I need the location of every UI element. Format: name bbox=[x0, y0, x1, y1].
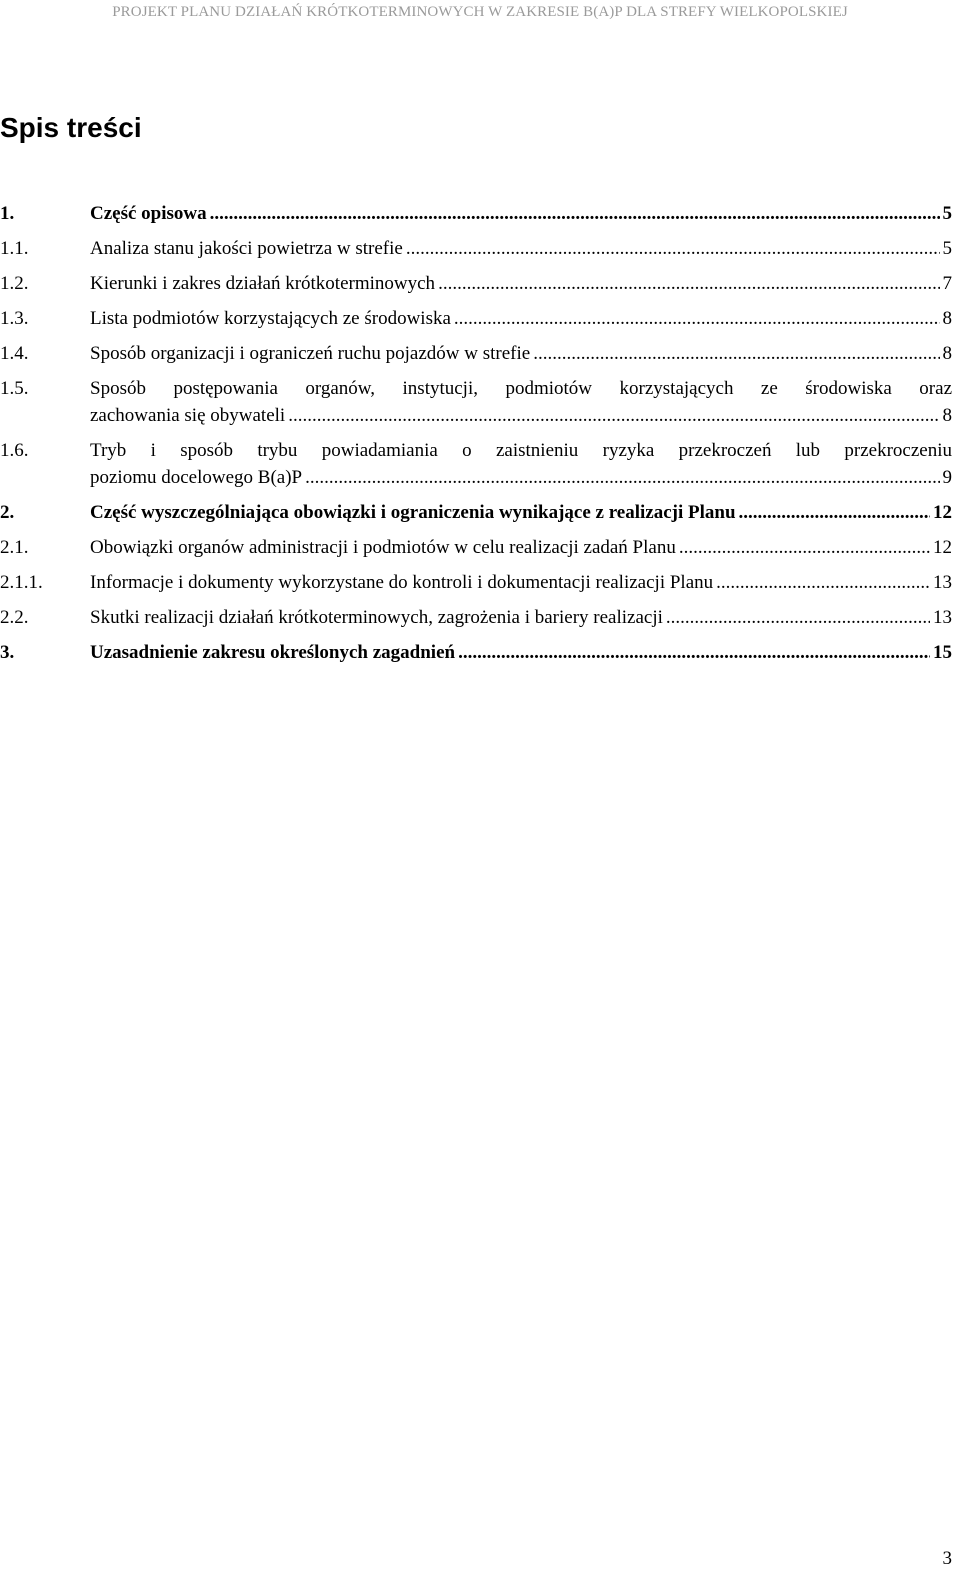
dot-leader bbox=[739, 499, 930, 526]
toc-entry-page: 12 bbox=[933, 537, 952, 558]
page-number: 3 bbox=[942, 1548, 952, 1569]
dot-leader bbox=[288, 402, 939, 429]
toc-entry-2-1[interactable] bbox=[0, 534, 952, 561]
toc-entry-page: 8 bbox=[942, 308, 952, 329]
toc-entry-1-5[interactable] bbox=[0, 375, 952, 429]
toc-entry-title: Kierunki i zakres działań krótkoterminowych bbox=[90, 273, 436, 294]
toc-entry-2-1-1[interactable] bbox=[0, 569, 952, 596]
toc-entry-title-line1: Sposób postępowania organów, instytucji, podmiotów korzystających ze środowiska oraz bbox=[90, 378, 952, 399]
toc-entry-page: 8 bbox=[942, 343, 952, 364]
toc-entry-title-line1: Tryb i sposób trybu powiadamiania o zaistnieniu ryzyka przekroczeń lub przekroczeniu bbox=[90, 440, 952, 461]
dot-leader bbox=[458, 639, 930, 666]
dot-leader bbox=[305, 464, 939, 491]
toc-entry-title: Obowiązki organów administracji i podmiotów w celu realizacji zadań Planu bbox=[90, 537, 676, 558]
toc-entry-page: 9 bbox=[942, 467, 952, 488]
toc-entry-number: 1.4. bbox=[0, 343, 29, 364]
toc-heading: Spis treści bbox=[0, 112, 142, 143]
toc-entry-number: 1.2. bbox=[0, 273, 29, 294]
toc-entry-number: 1. bbox=[0, 203, 15, 224]
table-of-contents bbox=[0, 200, 952, 674]
toc-entry-page: 8 bbox=[942, 405, 952, 426]
toc-entry-1-2[interactable] bbox=[0, 270, 952, 297]
toc-entry-page: 7 bbox=[942, 273, 952, 294]
dot-leader bbox=[679, 534, 930, 561]
toc-entry-1-4[interactable] bbox=[0, 340, 952, 367]
toc-entry-title: Uzasadnienie zakresu określonych zagadnień bbox=[90, 642, 456, 663]
toc-entry-page: 13 bbox=[933, 572, 952, 593]
toc-entry-number: 2.1. bbox=[0, 537, 29, 558]
dot-leader bbox=[454, 305, 940, 332]
toc-entry-1-3[interactable] bbox=[0, 305, 952, 332]
dot-leader bbox=[533, 340, 939, 367]
toc-entry-title: Informacje i dokumenty wykorzystane do kontroli i dokumentacji realizacji Planu bbox=[90, 572, 714, 593]
toc-entry-page: 12 bbox=[933, 502, 952, 523]
toc-entry-number: 1.6. bbox=[0, 440, 29, 461]
toc-entry-number: 3. bbox=[0, 642, 15, 663]
toc-entry-3[interactable] bbox=[0, 639, 952, 666]
dot-leader bbox=[666, 604, 930, 631]
toc-entry-1-6[interactable] bbox=[0, 437, 952, 491]
toc-entry-page: 15 bbox=[933, 642, 952, 663]
dot-leader bbox=[406, 235, 940, 262]
dot-leader bbox=[210, 200, 940, 227]
toc-entry-page: 13 bbox=[933, 607, 952, 628]
toc-entry-number: 1.3. bbox=[0, 308, 29, 329]
toc-entry-number: 1.1. bbox=[0, 238, 29, 259]
toc-entry-page: 5 bbox=[942, 238, 952, 259]
toc-entry-title: Lista podmiotów korzystających ze środowiska bbox=[90, 308, 451, 329]
toc-entry-number: 2.2. bbox=[0, 607, 29, 628]
toc-entry-title: Analiza stanu jakości powietrza w strefie bbox=[90, 238, 403, 259]
dot-leader bbox=[716, 569, 930, 596]
running-header: PROJEKT PLANU DZIAŁAŃ KRÓTKOTERMINOWYCH W ZAKRESIE B(A)P DLA STREFY WIELKOPOLSKIEJ bbox=[112, 4, 848, 20]
toc-entry-title: Sposób organizacji i ograniczeń ruchu pojazdów w strefie bbox=[90, 343, 531, 364]
toc-entry-2-2[interactable] bbox=[0, 604, 952, 631]
toc-entry-number: 1.5. bbox=[0, 378, 29, 399]
dot-leader bbox=[438, 270, 939, 297]
toc-entry-2[interactable] bbox=[0, 499, 952, 526]
toc-entry-number: 2. bbox=[0, 502, 15, 523]
toc-entry-title: Część wyszczególniająca obowiązki i ograniczenia wynikające z realizacji Planu bbox=[90, 502, 736, 523]
toc-entry-title-line2: zachowania się obywateli bbox=[90, 405, 286, 426]
toc-entry-1[interactable] bbox=[0, 200, 952, 227]
toc-entry-title: Skutki realizacji działań krótkoterminowych, zagrożenia i bariery realizacji bbox=[90, 607, 663, 628]
toc-entry-1-1[interactable] bbox=[0, 235, 952, 262]
toc-entry-number: 2.1.1. bbox=[0, 572, 43, 593]
toc-entry-page: 5 bbox=[942, 203, 952, 224]
toc-entry-title: Część opisowa bbox=[90, 203, 207, 224]
toc-entry-title-line2: poziomu docelowego B(a)P bbox=[90, 467, 303, 488]
